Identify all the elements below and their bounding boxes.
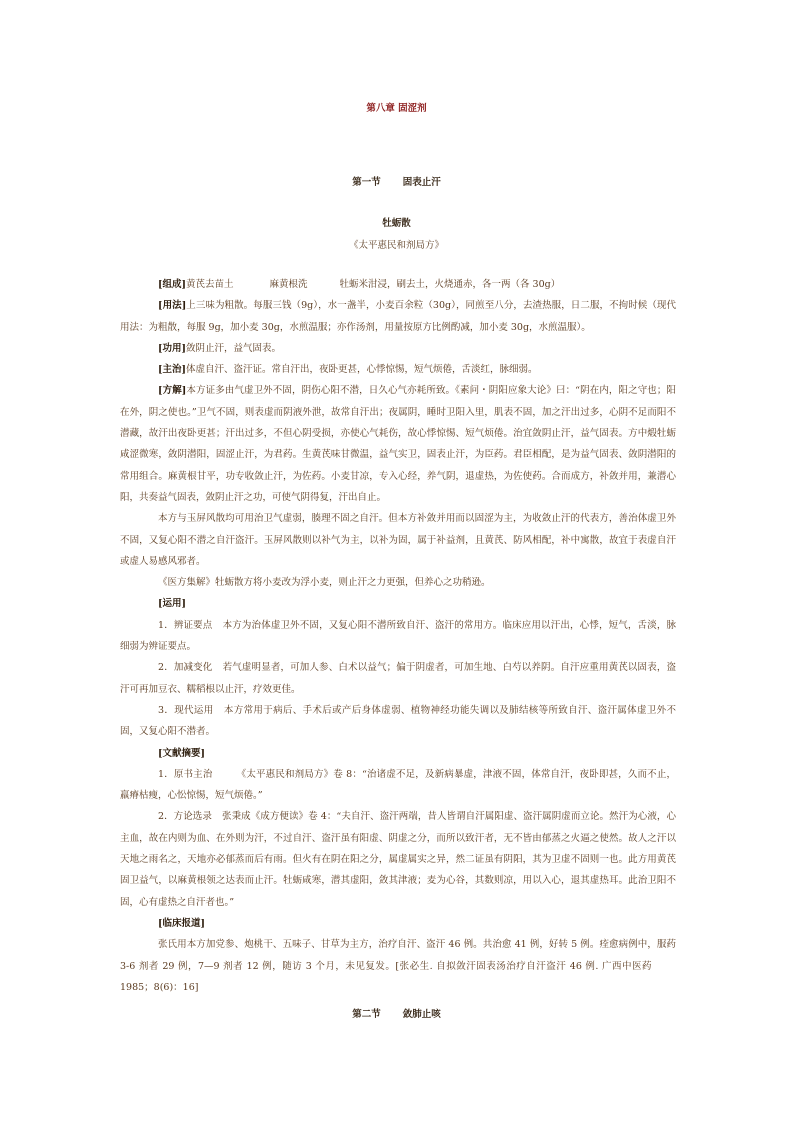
formula-source: 《太平惠民和剂局方》 xyxy=(348,240,444,251)
application-label: [运用] xyxy=(158,598,186,610)
literature-label: [文献摘要] xyxy=(158,747,205,759)
application-item-title: 2．加减变化 xyxy=(158,662,213,674)
application-heading xyxy=(120,593,676,614)
application-item xyxy=(120,700,676,743)
section-name: 固表止汗 xyxy=(402,177,441,188)
analysis-text: 本方证多由气虚卫外不固，阴伤心阳不潜，日久心气亦耗所致。《素问・阴阳应象大论》曰：“阴在内，阳之守也；阳在外，阴之使也。”卫气不固，则表虚而阴液外泄，故常自汗出；夜属阴，睡时卫阳入里，肌表不固，加之汗出过多，心阴不足而阳不潜藏，故汗出夜卧更甚；汗出过多，不但心阴受损，亦使心气耗伤，故心悸惊惕、短气烦倦。治宜敛阴止汗，益气固表。方中煅牡蛎咸涩微寒，敛阴潜阳，固涩止汗，为君药。生黄芪味甘微温，益气实卫，固表止汗，为臣药。君臣相配，是为益气固表、敛阴潜阳的常用组合。麻黄根甘平，功专收敛止汗，为佐药。小麦甘凉，专入心经，养气阴，退虚热，为佐使药。合而成方，补敛并用，兼潜心阳，共奏益气固表，敛阴止汗之功，可使气阴得复，汗出自止。 xyxy=(120,385,677,503)
function-para xyxy=(120,338,676,359)
function-text: 敛阴止汗，益气固表。 xyxy=(186,342,282,354)
literature-item xyxy=(120,764,676,807)
composition-item: 麻黄根洗 xyxy=(269,279,308,290)
analysis-para xyxy=(120,380,676,508)
section-number: 第一节 xyxy=(352,177,381,188)
literature-item-text: 《太平惠民和剂局方》卷 8：“治诸虚不足，及新病暴虚，津液不固，体常自汗，夜卧即甚，久而不止，羸瘠枯瘦，心忪惊惕，短气烦倦。” xyxy=(120,768,676,802)
composition-item: 黄芪去苗土 xyxy=(186,279,234,290)
formula-name: 牡蛎散 xyxy=(382,218,411,229)
application-item xyxy=(120,657,676,700)
analysis-para: 《医方集解》牡蛎散方将小麦改为浮小麦，则止汗之力更强，但养心之功稍逊。 xyxy=(158,577,491,589)
application-item-text: 本方为治体虚卫外不固，又复心阳不潜所致自汗、盗汗的常用方。临床应用以汗出，心悸，短气，舌淡，脉细弱为辨证要点。 xyxy=(120,619,676,653)
indication-para xyxy=(120,359,676,380)
composition-label: [组成] xyxy=(158,279,186,290)
literature-item-title: 2．方论选录 xyxy=(158,811,212,823)
composition-item: 牡蛎米泔浸，刷去土，火烧通赤，各一两（各 30g） xyxy=(339,279,561,290)
literature-item-text: 张秉成《成方便读》卷 4：“夫自汗、盗汗两端，昔人皆谓自汗属阳虚、盗汗属阴虚而立论。然汗为心液，心主血，故在内则为血、在外则为汗，不过自汗、盗汗虽有阳虚、阴虚之分，而所以致汗者，无不皆由郁蒸之火逼之使然。故人之汗以天地之雨名之，天地亦必郁蒸而后有雨。但火有在阴在阳之分，属虚属实之异，然二证虽有阴阳，其为卫虚不固则一也。此方用黄芪固卫益气，以麻黄根领之达表而止汗。牡蛎咸寒，潜其虚阳，敛其津液；麦为心谷，其数则凉，用以入心，退其虚热耳。此治卫阳不固，心有虚热之自汗者也。” xyxy=(120,811,676,908)
application-item-text: 本方常用于病后、手术后或产后身体虚弱、植物神经功能失调以及肺结核等所致自汗、盗汗属体虚卫外不固，又复心阳不潜者。 xyxy=(120,704,676,738)
usage-label: [用法] xyxy=(158,300,187,312)
function-label: [功用] xyxy=(158,342,186,354)
application-item xyxy=(120,615,676,658)
section-number: 第二节 xyxy=(352,1009,381,1020)
application-item-text: 若气虚明显者，可加人参、白术以益气；偏于阴虚者，可加生地、白芍以养阴。自汗应重用黄芪以固表，盗汗可再加豆衣、糯稻根以止汗，疗效更佳。 xyxy=(120,662,676,695)
usage-para xyxy=(120,295,676,338)
section-name: 敛肺止咳 xyxy=(402,1009,441,1020)
literature-item xyxy=(120,806,676,912)
application-item-title: 3．现代运用 xyxy=(158,704,214,716)
application-item-title: 1．辨证要点 xyxy=(158,619,213,631)
usage-text: 上三味为粗散。每服三钱（9g），水一盏半，小麦百余粒（30g），同煎至八分，去渣热服，日二服，不拘时候（现代用法：为粗散，每服 9g，加小麦 30g，水煎温服；亦作汤剂，用量按原方比例酌减，加小麦 30g，水煎温服）。 xyxy=(120,300,676,333)
clinical-label: [临床报道] xyxy=(158,917,205,929)
literature-heading xyxy=(120,743,676,764)
section-title-1 xyxy=(0,174,793,188)
clinical-para xyxy=(120,934,676,998)
composition-para xyxy=(120,274,676,295)
formula-body xyxy=(120,274,676,998)
indication-text: 体虚自汗、盗汗证。常自汗出，夜卧更甚，心悸惊惕，短气烦倦，舌淡红，脉细弱。 xyxy=(186,364,538,376)
clinical-heading xyxy=(120,913,676,934)
chapter-title: 第八章 固涩剂 xyxy=(366,103,427,114)
indication-label: [主治] xyxy=(158,364,186,376)
literature-item-title: 1．原书主治 xyxy=(158,768,213,780)
analysis-para: 本方与玉屏风散均可用治卫气虚弱，腠理不固之自汗。但本方补敛并用而以固涩为主，为收敛止汗的代表方，善治体虚卫外不固，又复心阳不潜之自汗盗汗。玉屏风散则以补气为主，以补为固，属于补益剂，且黄芪、防风相配，补中寓散，故宜于表虚自汗或虚人易感风邪者。 xyxy=(120,513,676,567)
section-title-2 xyxy=(0,1006,793,1020)
analysis-label: [方解] xyxy=(158,385,187,397)
clinical-year: 1985；8(6)：16] xyxy=(120,981,199,993)
clinical-text: 张氏用本方加党参、炮桃干、五味子、甘草为主方，治疗自汗、盗汗 46 例。共治愈 41 例，好转 5 例。痊愈病例中，服药 3-6 剂者 29 例，7—9 剂者 12 例，随访 3 个月，未见复发。[张必生. 自拟敛汗固表汤治疗自汗盗汗 46 例. 广西中医药 xyxy=(120,939,676,972)
